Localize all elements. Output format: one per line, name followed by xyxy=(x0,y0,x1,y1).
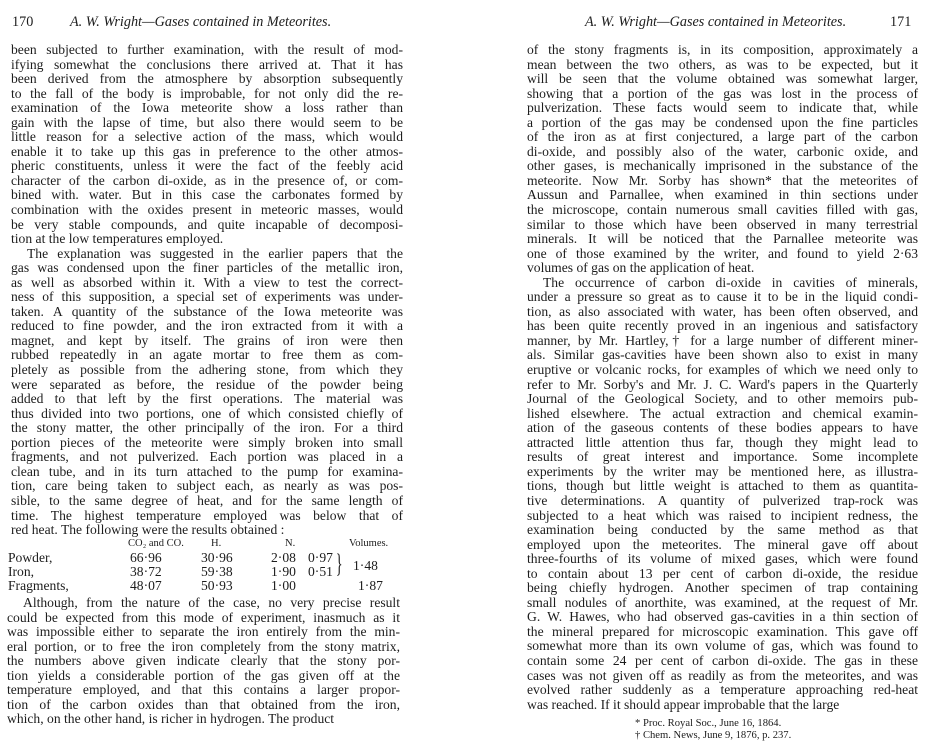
text-line: cases was not given off as readily as from the meteorites, and was xyxy=(527,667,918,683)
text-line: ness of this supposition, a special set of experiments was under- xyxy=(11,289,403,305)
text-line: meteorite. Now Mr. Sorby has shown* that the meteorites of xyxy=(527,172,918,188)
text-line: minerals. It will be noticed that the Parnallee meteorite was xyxy=(527,231,918,247)
text-line: mean between the two others, as was to be expected, but it xyxy=(527,56,918,72)
text-line: time. The highest temperature employed was below that of xyxy=(11,507,403,523)
cell-co2-co: 48·07 xyxy=(130,578,162,593)
column-header-volumes: Volumes. xyxy=(349,538,389,549)
text-line: refer to Mr. Sorby's and Mr. J. C. Ward's papers in the Quarterly xyxy=(527,376,918,392)
page-number: 170 xyxy=(12,14,34,30)
cell-volume: 0·97 xyxy=(308,550,333,565)
brace-symbol: } xyxy=(335,549,343,578)
footnote: * Proc. Royal Soc., June 16, 1864. xyxy=(635,718,782,729)
text-line: one of those examined by the writer, and found to yield 2·63 xyxy=(527,245,918,261)
text-line: tion, as also associated with water, has been often observed, and xyxy=(527,303,918,319)
text-line: tion yields a considerable portion of the gas given off at the xyxy=(7,667,400,683)
text-line: tion, care being taken to subject each, as nearly as was pos- xyxy=(11,478,403,494)
text-line: could be expected from this mode of experiment, inasmuch as it xyxy=(7,609,400,625)
cell-volume: 1·87 xyxy=(358,578,383,593)
text-line: Although, from the nature of the case, no very precise result xyxy=(23,595,400,610)
text-line: pletely as possible from the adhering stone, from which they xyxy=(11,362,403,378)
text-line: attracted little attention thus far, though they might lead to xyxy=(527,434,918,450)
left-body-text xyxy=(11,43,403,538)
text-line: enable it to take up this gas in preference to the other atmos- xyxy=(11,143,403,159)
text-line: three-fourths of its volume of mixed gases, which were found xyxy=(527,551,918,567)
text-line: thus divided into two portions, one of which consisted chiefly of xyxy=(11,405,403,421)
running-title: A. W. Wright—Gases contained in Meteorites. xyxy=(70,14,332,30)
text-line: to the fall of the body is improbable, for not only did the re- xyxy=(11,85,403,101)
text-line: the numbers above given indicate clearly that the stony por- xyxy=(7,653,400,669)
column-header-h: H. xyxy=(211,538,222,549)
row-label: Fragments, xyxy=(8,578,69,593)
text-line: clean tube, and in its turn attached to the pump for examina- xyxy=(11,463,403,479)
row-label: Powder, xyxy=(8,550,53,565)
text-line: to contain about 13 per cent of carbon di-oxide, the residue xyxy=(527,565,918,581)
cell-n: 2·08 xyxy=(271,550,296,565)
table-row xyxy=(8,579,408,593)
text-line: little reason for a selective action of the mass, which would xyxy=(11,129,403,145)
cell-volume: 0·51 xyxy=(308,564,333,579)
text-line: tive determinations. A quantity of pulverized trap-rock was xyxy=(527,492,918,508)
text-line: volumes of gas on the application of heat. xyxy=(527,260,755,276)
footnote: † Chem. News, June 9, 1876, p. 237. xyxy=(635,730,792,741)
row-label: Iron, xyxy=(8,564,35,579)
text-line: temperature employed, and that this contains a larger propor- xyxy=(7,682,400,698)
text-line: the stony matter, the other principally of the iron. For a third xyxy=(11,420,403,436)
text-line: sible, to the same degree of heat, and for the same length of xyxy=(11,492,403,508)
text-line: manner, by Mr. Hartley,† for a large number of different miner- xyxy=(527,332,918,348)
text-line: which, on the other hand, is richer in hydrogen. The product xyxy=(7,711,335,727)
text-line: tion at the low temperatures employed. xyxy=(11,231,224,247)
running-title: A. W. Wright—Gases contained in Meteorites. xyxy=(585,14,847,30)
text-line: magnet, and kept by itself. The grains of iron were then xyxy=(11,332,403,348)
text-line: the microscope, contain numerous small cavities filled with gas, xyxy=(527,202,918,218)
text-line: be very stable compounds, and quite incapable of decomposi- xyxy=(11,216,403,232)
text-line: under a pressure so great as to cause it to be in the liquid condi- xyxy=(527,289,918,305)
text-line: experiments by the writer may be mentioned here, as illustra- xyxy=(527,463,918,479)
text-line: small nodules of anorthite, was examined, at the request of Mr. xyxy=(527,594,918,610)
text-line: G. W. Hawes, who had observed gas-cavities in a thin section of xyxy=(527,609,918,625)
text-line: subjected to a heat which was raised to incipient redness, the xyxy=(527,507,918,523)
column-header-co2-co: CO₂ and CO. xyxy=(128,538,184,549)
text-line: examination being conducted by the same method as that xyxy=(527,522,918,538)
text-line: als. Similar gas-cavities have been shown also to exist in many xyxy=(527,347,918,363)
column-header-n: N. xyxy=(285,538,296,549)
footnotes xyxy=(635,718,791,742)
cell-co2-co: 66·96 xyxy=(130,550,162,565)
text-line: portion pieces of the meteorite were simply broken into small xyxy=(11,434,403,450)
right-body-text xyxy=(527,43,918,712)
text-line: of the iron as at first conjectured, a large part of the carbon xyxy=(527,129,918,145)
text-line: eral portion, or to free the iron completely from the stony matrix, xyxy=(7,638,400,654)
text-line: character of the carbon di-oxide, as in the presence of, or com- xyxy=(11,172,403,188)
table-row xyxy=(8,565,408,579)
paragraph xyxy=(527,276,918,712)
cell-n: 1·00 xyxy=(271,578,296,593)
paragraph xyxy=(11,43,403,247)
text-line: will be seen that the volume obtained was somewhat larger, xyxy=(527,71,918,87)
text-line: di-oxide, and possibly also of the water, carbonic oxide, and xyxy=(527,143,918,159)
text-line: bined with. water. But in this case the carbonates formed by xyxy=(11,187,403,203)
text-line: added to that left by the first operations. The material was xyxy=(11,391,403,407)
text-line: taken. A quantity of the substance of the Iowa meteorite was xyxy=(11,303,403,319)
text-line: eruptive or volcanic rocks, for examples of which we need only to xyxy=(527,362,918,378)
text-line: pheric constituents, unless it were the fact of the feebly acid xyxy=(11,158,403,174)
text-line: Journal of the Geological Society, and to other memoirs pub- xyxy=(527,391,918,407)
text-line: reduced to fine powder, and the iron extracted from it with a xyxy=(11,318,403,334)
text-line: employed upon the meteorites. The mineral gave off about xyxy=(527,536,918,552)
text-line: similar to those which have been observed in many terrestrial xyxy=(527,216,918,232)
text-line: tion of the carbon oxides than that obtained from the iron, xyxy=(7,696,400,712)
text-line: ifying somewhat the conclusions there arrived at. That it has xyxy=(11,56,403,72)
cell-co2-co: 38·72 xyxy=(130,564,162,579)
text-line: The occurrence of carbon di-oxide in cavities of minerals, xyxy=(543,274,918,290)
cell-n: 1·90 xyxy=(271,564,296,579)
text-line: was impossible either to separate the iron entirely from the min- xyxy=(7,624,400,640)
text-line: results of great interest and importance. Some incomplete xyxy=(527,449,918,465)
text-line: red heat. The following were the results obtained : xyxy=(11,522,285,538)
paragraph xyxy=(527,43,918,276)
text-line: pulverization. These facts would seem to indicate that, while xyxy=(527,100,918,116)
text-line: a portion of the gas may be condensed upon the fine particles xyxy=(527,114,918,130)
text-line: lished elsewhere. The actual extraction and chemical examin- xyxy=(527,405,918,421)
text-line: the mineral prepared for microscopic examination. This gave off xyxy=(527,623,918,639)
text-line: gain with the lapse of time, but also there would seem to be xyxy=(11,114,403,130)
text-line: evolved rather suddenly as a temperature approaching red-heat xyxy=(527,682,918,698)
text-line: tions, though but little weight is attached to them as quantita- xyxy=(527,478,918,494)
text-line: Aussun and Parnallee, when examined in thin sections under xyxy=(527,187,918,203)
text-line: been subjected to further examination, with the result of mod- xyxy=(11,42,403,57)
cell-h: 50·93 xyxy=(201,578,233,593)
text-line: been derived from the atmosphere by absorption subsequently xyxy=(11,71,403,87)
right-page xyxy=(465,0,930,750)
text-line: other gases, is mechanically imprisoned in the substance of the xyxy=(527,158,918,174)
paragraph xyxy=(11,247,403,538)
text-line: being chiefly hydrogen. Another specimen of trap containing xyxy=(527,580,918,596)
text-line: ation of the gaseous contents of these bodies appears to have xyxy=(527,420,918,436)
text-line: has been quite recently proved in an ingenious and satisfactory xyxy=(527,318,918,334)
text-line: The explanation was suggested in the earlier papers that the xyxy=(27,245,403,261)
text-line: was reached. If it should appear improbable that the large xyxy=(527,696,840,712)
text-line: combination with the oxides present in meteoric masses, would xyxy=(11,202,403,218)
paragraph-after-table xyxy=(7,596,400,727)
text-line: gas was condensed upon the finer particles of the metallic iron, xyxy=(11,260,403,276)
page-number: 171 xyxy=(890,14,912,30)
text-line: showing that a portion of the gas was lost in the process of xyxy=(527,85,918,101)
text-line: rubbed repeatedly in an agate mortar to free them as com- xyxy=(11,347,403,363)
cell-h: 59·38 xyxy=(201,564,233,579)
text-line: were separated as before, the residue of the powder being xyxy=(11,376,403,392)
text-line: somewhat more than its own volume of gas, which was found to xyxy=(527,638,918,654)
combined-volume: 1·48 xyxy=(353,558,378,573)
cell-h: 30·96 xyxy=(201,550,233,565)
text-line: contain some 24 per cent of carbon di-oxide. The gas in these xyxy=(527,652,918,668)
text-line: fragments, and not pulverized. Each portion was placed in a xyxy=(11,449,403,465)
text-line: of the stony fragments is, in its composition, approximately a xyxy=(527,42,918,57)
text-line: as well as absorbed within it. With a view to test the correct- xyxy=(11,274,403,290)
table-row xyxy=(8,551,408,565)
text-line: examination of the Iowa meteorite show a loss rather than xyxy=(11,100,403,116)
